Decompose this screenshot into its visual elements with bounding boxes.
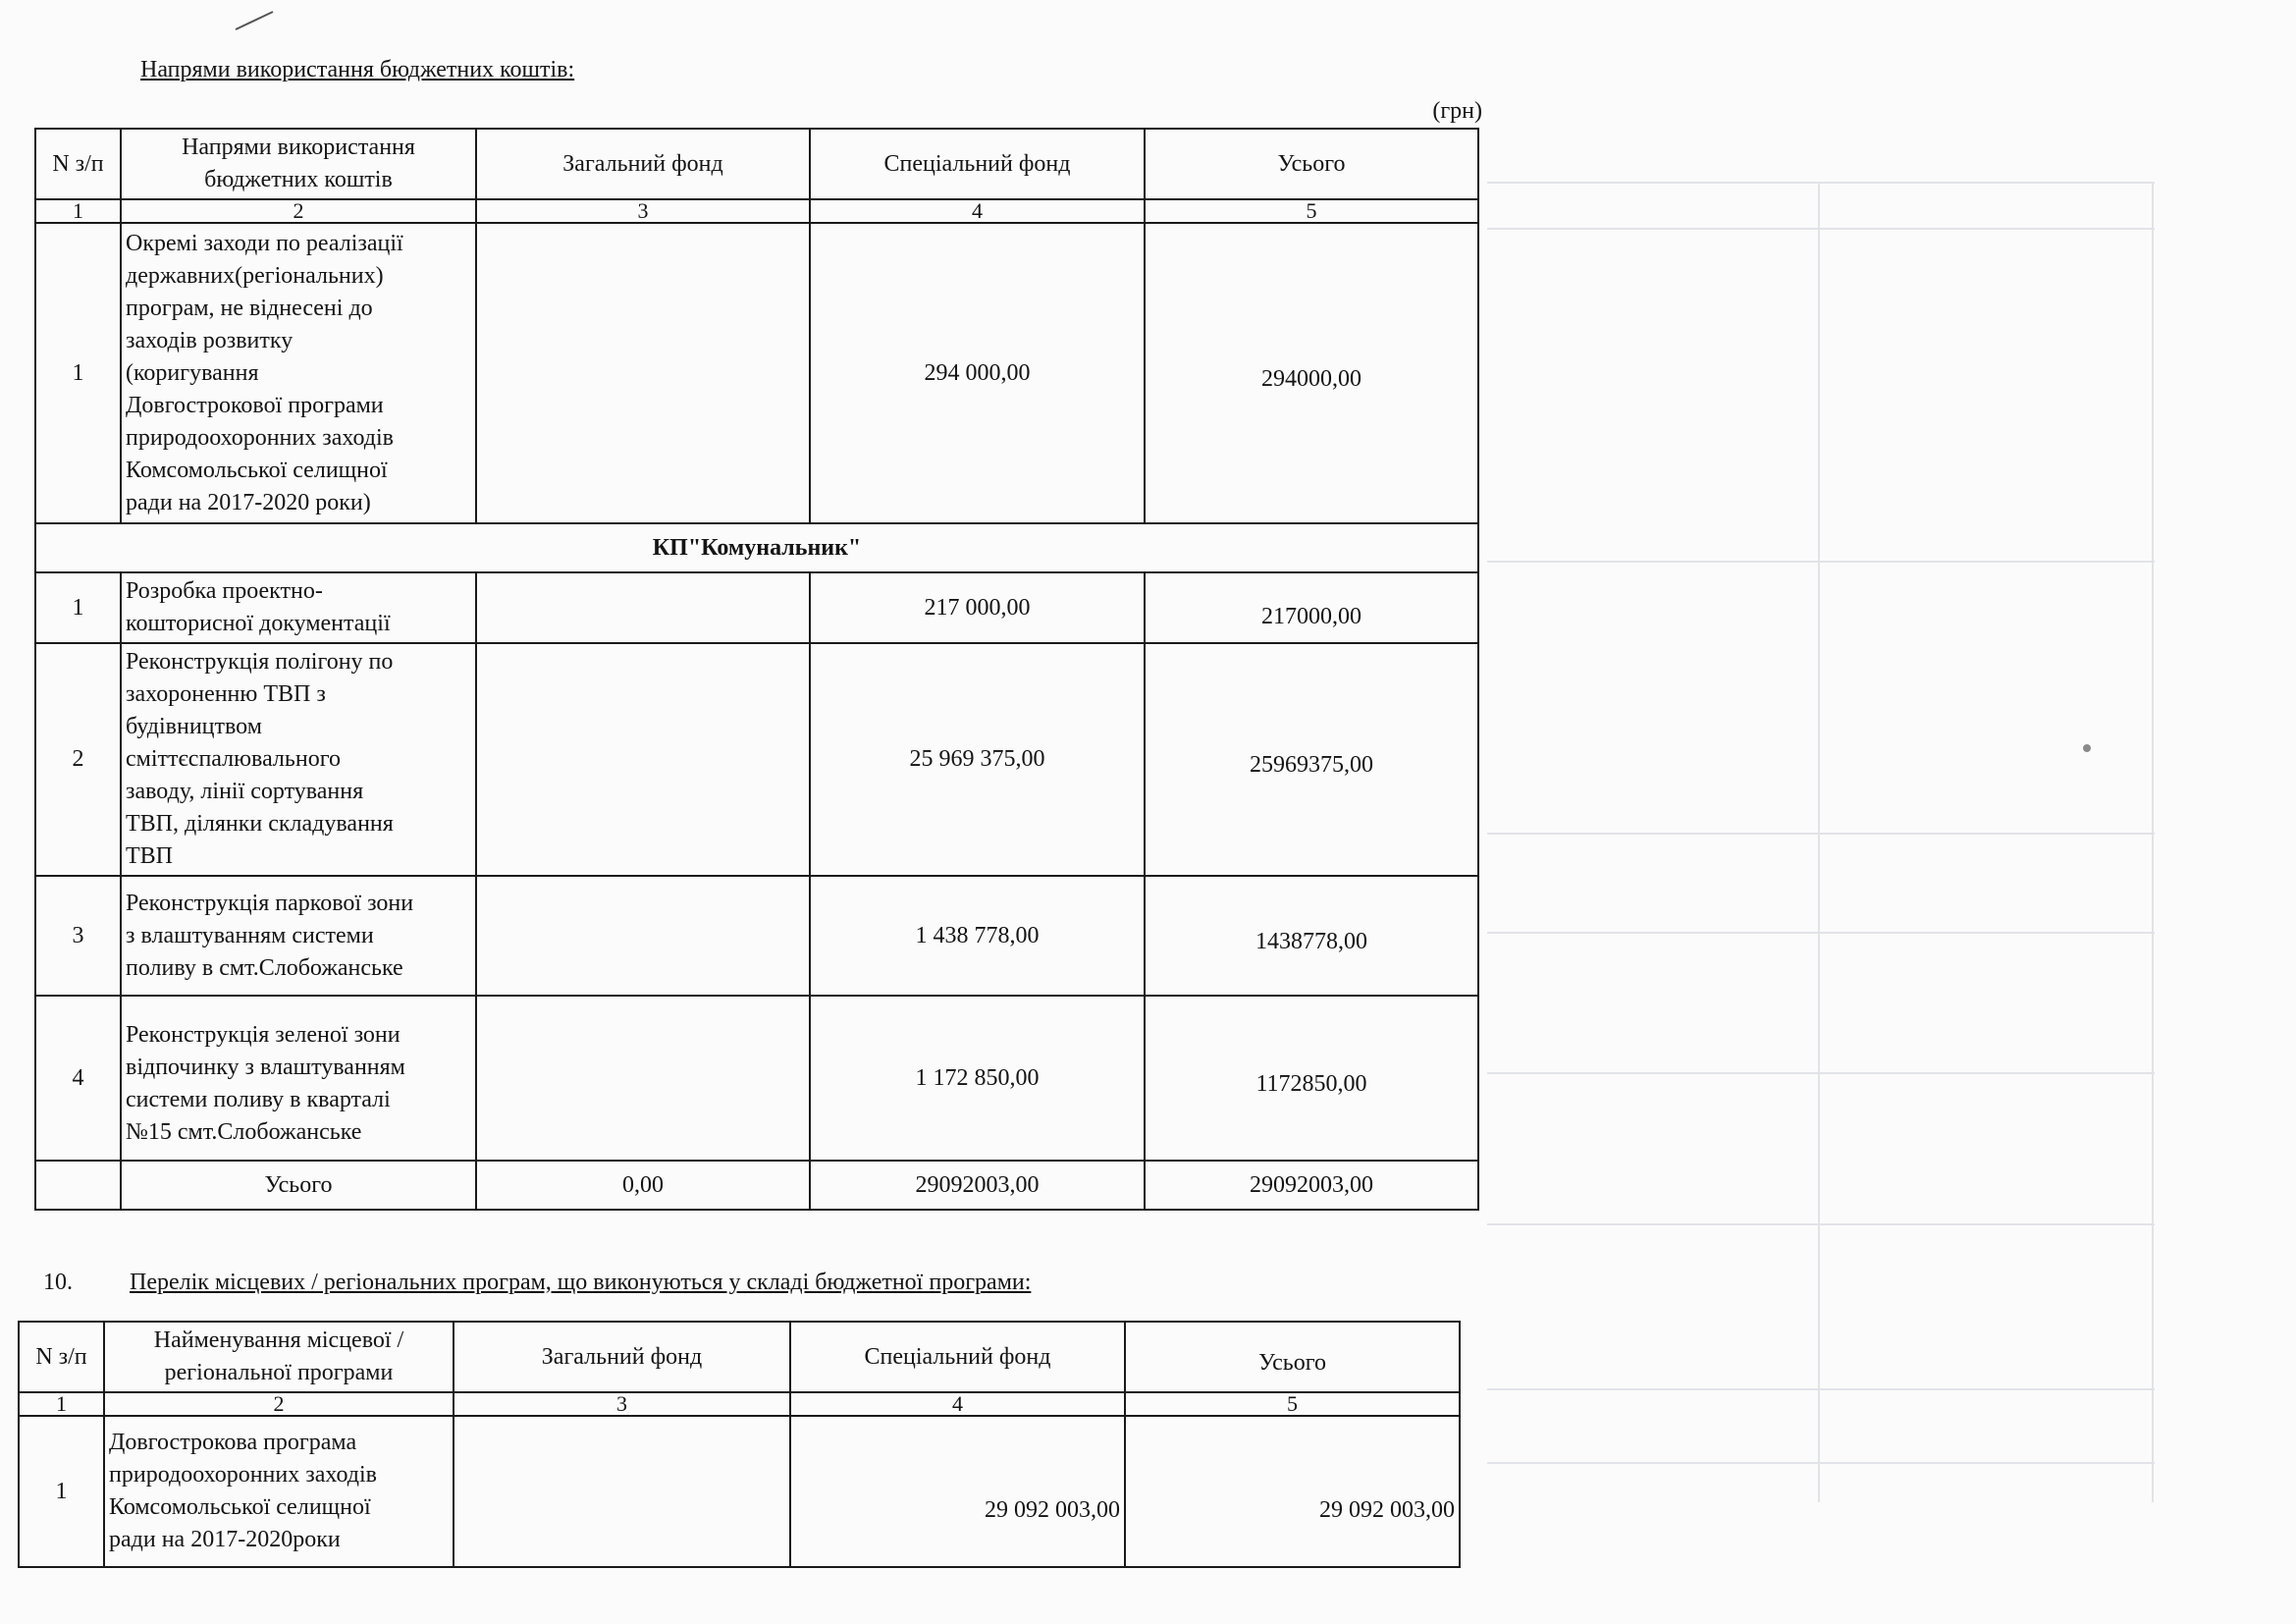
header-general-fund: Загальний фонд [476, 129, 810, 199]
text-line: ТВП [126, 843, 173, 869]
text-line: Напрями використання [182, 135, 415, 160]
row-special-fund: 294 000,00 [810, 223, 1145, 523]
text-line: регіональної програми [164, 1360, 394, 1385]
row-direction [121, 876, 476, 996]
row-total: 1438778,00 [1145, 876, 1478, 996]
row-special-fund: 1 438 778,00 [810, 876, 1145, 996]
column-number: 1 [19, 1392, 104, 1416]
total-special-fund: 29092003,00 [810, 1161, 1145, 1210]
row-general-fund [454, 1416, 790, 1567]
row-general-fund [476, 223, 810, 523]
table-row [35, 223, 1478, 523]
section-heading: Напрями використання бюджетних коштів: [140, 57, 575, 82]
row-general-fund [476, 643, 810, 876]
text-line: заводу, лінії сортування [126, 779, 364, 804]
column-number: 5 [1125, 1392, 1460, 1416]
row-total: 1172850,00 [1145, 996, 1478, 1161]
row-special-fund: 29 092 003,00 [790, 1416, 1125, 1567]
header-special-fund: Спеціальний фонд [810, 129, 1145, 199]
table-row [35, 643, 1478, 876]
text-line: природоохоронних заходів [126, 424, 394, 451]
column-number: 3 [476, 199, 810, 223]
row-special-fund: 217 000,00 [810, 572, 1145, 643]
row-general-fund [476, 876, 810, 996]
section-title: Перелік місцевих / регіональних програм, що виконуються у складі бюджетної програми: [130, 1270, 1032, 1295]
column-number: 1 [35, 199, 121, 223]
header-special-fund: Спеціальний фонд [790, 1322, 1125, 1392]
row-number: 1 [35, 572, 121, 643]
text-line: будівництвом [126, 714, 262, 739]
column-number: 4 [810, 199, 1145, 223]
text-line: природоохоронних заходів [109, 1462, 377, 1488]
text-line: Реконструкція паркової зони [126, 890, 414, 916]
table-row [35, 572, 1478, 643]
section-number: 10. [43, 1270, 73, 1295]
text-line: відпочинку з влаштуванням [126, 1055, 405, 1080]
row-number: 3 [35, 876, 121, 996]
text-line: сміттєспалювального [126, 746, 341, 772]
text-line: Довгострокова програма [109, 1430, 357, 1455]
total-label: Усього [121, 1161, 476, 1210]
row-general-fund [476, 996, 810, 1161]
text-line: заходів розвитку [126, 327, 294, 353]
total-total: 29092003,00 [1145, 1161, 1478, 1210]
text-line: державних(регіональних) [126, 262, 384, 289]
text-line: Реконструкція полігону по [126, 649, 394, 675]
column-number: 2 [121, 199, 476, 223]
row-program-name [104, 1416, 454, 1567]
text-line: Довгострокової програми [126, 392, 384, 418]
row-direction [121, 643, 476, 876]
text-line: Комсомольської селищної [109, 1494, 371, 1520]
text-line: ТВП, ділянки складування [126, 811, 394, 837]
row-direction [121, 996, 476, 1161]
row-number: 1 [19, 1416, 104, 1567]
total-number [35, 1161, 121, 1210]
table-row [35, 876, 1478, 996]
section-row [35, 523, 1478, 572]
text-line: Комсомольської селищної [126, 457, 388, 483]
row-total: 29 092 003,00 [1125, 1416, 1460, 1567]
row-total: 217000,00 [1145, 572, 1478, 643]
bleed-through-grid [1487, 183, 2155, 1502]
header-program-name [104, 1322, 454, 1392]
header-total: Усього [1125, 1322, 1460, 1392]
scan-dot [2083, 744, 2091, 752]
header-number: N з/п [35, 129, 121, 199]
programs-table [18, 1321, 1461, 1568]
table-row [35, 996, 1478, 1161]
text-line: Розробка проектно- [126, 578, 323, 604]
table-row [19, 1416, 1460, 1567]
text-line: системи поливу в кварталі [126, 1087, 391, 1112]
row-special-fund: 1 172 850,00 [810, 996, 1145, 1161]
row-direction [121, 572, 476, 643]
header-directions [121, 129, 476, 199]
text-line: ради на 2017-2020 роки) [126, 489, 371, 515]
text-line: ради на 2017-2020роки [109, 1527, 341, 1552]
header-general-fund: Загальний фонд [454, 1322, 790, 1392]
column-number: 4 [790, 1392, 1125, 1416]
scan-mark [236, 12, 273, 29]
text-line: захороненню ТВП з [126, 681, 326, 707]
total-general-fund: 0,00 [476, 1161, 810, 1210]
row-special-fund: 25 969 375,00 [810, 643, 1145, 876]
text-line: кошторисної документації [126, 611, 391, 636]
text-line: Реконструкція зеленої зони [126, 1022, 400, 1048]
text-line: бюджетних коштів [204, 167, 393, 192]
text-line: Окремі заходи по реалізації [126, 230, 403, 256]
total-row [35, 1161, 1478, 1210]
section-10-heading [43, 1267, 1031, 1298]
text-line: (коригування [126, 359, 259, 386]
row-number: 1 [35, 223, 121, 523]
budget-directions-table [34, 128, 1479, 1211]
table-header-row [19, 1322, 1460, 1392]
column-number-row [35, 199, 1478, 223]
row-total: 25969375,00 [1145, 643, 1478, 876]
text-line: поливу в смт.Слобожанське [126, 954, 403, 981]
header-total: Усього [1145, 129, 1478, 199]
table-header-row [35, 129, 1478, 199]
header-number: N з/п [19, 1322, 104, 1392]
text-line: №15 смт.Слобожанське [126, 1119, 362, 1145]
row-number: 4 [35, 996, 121, 1161]
row-number: 2 [35, 643, 121, 876]
section-label: КП"Комунальник" [35, 523, 1478, 572]
text-line: з влаштуванням системи [126, 922, 374, 948]
row-total: 294000,00 [1145, 223, 1478, 523]
row-general-fund [476, 572, 810, 643]
unit-label: (грн) [1432, 98, 1482, 124]
text-line: Найменування місцевої / [153, 1327, 404, 1353]
row-direction [121, 223, 476, 523]
column-number: 5 [1145, 199, 1478, 223]
column-number: 2 [104, 1392, 454, 1416]
column-number-row [19, 1392, 1460, 1416]
column-number: 3 [454, 1392, 790, 1416]
text-line: програм, не віднесені до [126, 295, 373, 321]
